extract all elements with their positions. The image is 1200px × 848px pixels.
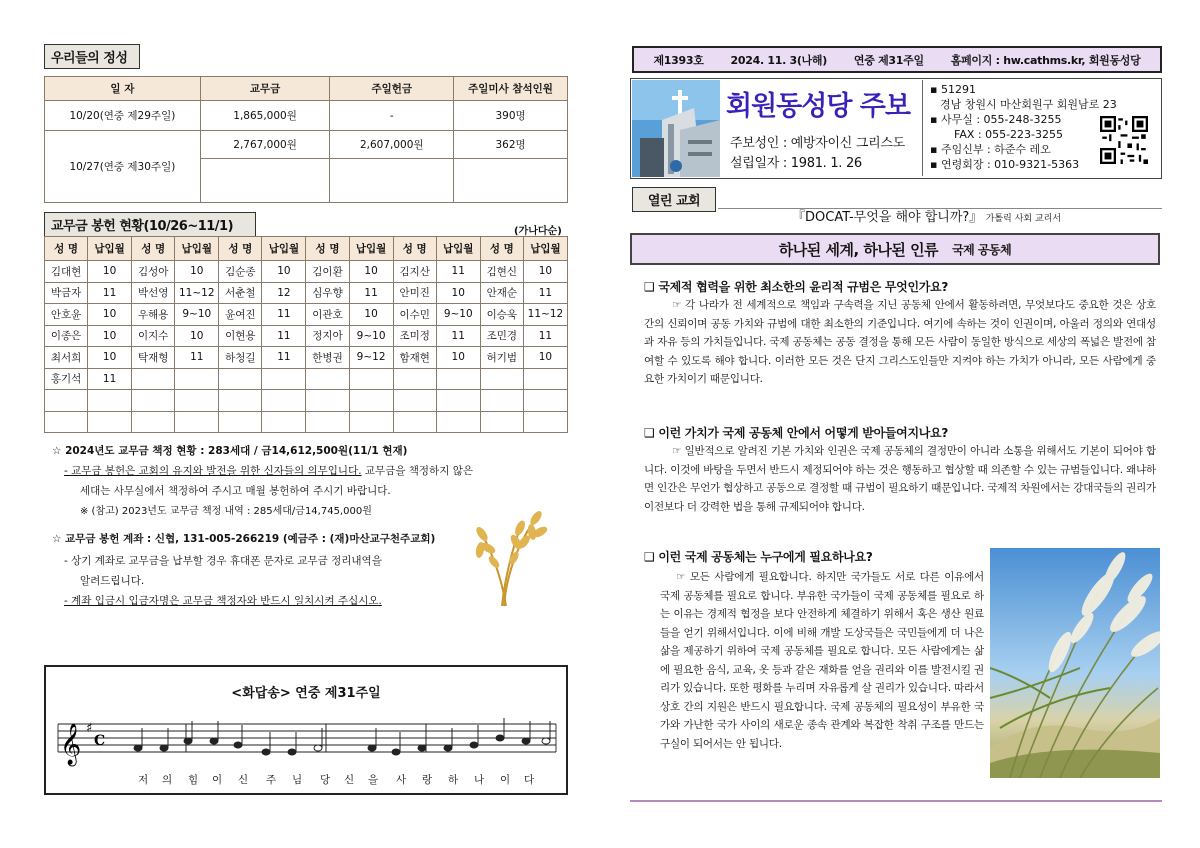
psalm-title: <화답송> 연중 제31주일 (231, 686, 381, 701)
bulletin-name: 회원동성당 주보 (726, 91, 910, 122)
note (262, 749, 270, 755)
table-row (45, 347, 568, 369)
lyric-syllable: 신 (238, 774, 249, 786)
member-name: 서춘철 (219, 282, 262, 304)
pledge-note-3: ※ (참고) 2023년도 교무금 책정 내역 : 285세대/금14,745,000원 (80, 506, 372, 517)
note (542, 738, 550, 744)
paid-month (175, 368, 219, 390)
header-month: 납입월 (523, 237, 567, 261)
table-row (45, 325, 568, 347)
lyric-syllable: 님 (292, 774, 303, 786)
member-name: 박선영 (132, 282, 175, 304)
paid-month: 11 (88, 282, 132, 304)
pledge-note-1 (64, 462, 473, 481)
paid-month (175, 411, 219, 433)
paid-month: 10 (349, 304, 393, 326)
member-name: 탁재형 (132, 347, 175, 369)
lyric-syllable: 다 (524, 774, 535, 786)
table-row (45, 411, 568, 433)
section-subtitle: 국제 공동체 (952, 242, 1012, 257)
header-name: 성 명 (480, 237, 523, 261)
postcode: ▪ 51291 (930, 83, 976, 96)
table-row (45, 304, 568, 326)
paid-month: 12 (262, 282, 306, 304)
homepage: 홈페이지 : hw.cathms.kr, 회원동성당 (950, 53, 1141, 67)
paid-month: 11 (349, 282, 393, 304)
masthead-divider (922, 80, 923, 176)
bottom-rule (630, 800, 1162, 802)
note (496, 735, 504, 741)
paid-month: 10 (523, 261, 567, 283)
member-name: 안호윤 (45, 304, 88, 326)
table-row (45, 131, 568, 159)
member-name (45, 411, 88, 433)
lyric-syllable: 을 (368, 774, 379, 786)
paid-month: 10 (175, 325, 219, 347)
paid-month: 9~10 (349, 325, 393, 347)
paid-month: 11 (436, 325, 480, 347)
row-attendance: 390명 (454, 101, 568, 131)
svg-text:𝄞: 𝄞 (60, 724, 82, 765)
header-attendance: 주일미사 참석인원 (454, 77, 568, 101)
member-name: 이현용 (219, 325, 262, 347)
lyric-syllable: 하 (448, 774, 459, 786)
paid-month: 10 (88, 325, 132, 347)
wheat-illustration (462, 498, 552, 608)
docat-subtitle: 가톨릭 사회 교리서 (985, 214, 1062, 224)
member-name: 이승욱 (480, 304, 523, 326)
lyric-syllable: 저 (138, 774, 149, 786)
lyric-syllable: 의 (162, 774, 173, 786)
note (184, 738, 192, 744)
answer-3: ☞ 모든 사람에게 필요합니다. 하지만 국가들도 서로 다른 이유에서 국제 공동체를 필요로 합니다. 부유한 국가들이 국제 공동체를 필요로 하는 이유는 경제적 협정을 보다 안전하게 체결하기 위해서 혹은 생산 원료들을 얻기 위해서입니다. 이에 비해 개발 도상국들은 국민들에게 더 나은 삶을 제공하기 위하여 국제 공동체를 필요로 합니다. 모든 사람에게는 삶에 필요한 음식, 교육, 옷 등과 같은 재화를 얻을 권리와 이를 발전시킬 권리가 있습니다. 또한 평화를 누리며 자유롭게 살 권리가 있습니다. 따라서 상호 간의 지원은 반드시 필요합니다. 국제 공동체의 필요성이 부유한 국가와 가난한 국가 사이의 새로운 종속 관계와 복잡한 착취 구조를 만드는 구실이 되어서는 안 됩니다. (660, 571, 984, 750)
paid-month (349, 411, 393, 433)
docat-title (792, 206, 1061, 225)
note (314, 745, 322, 751)
member-name (480, 411, 523, 433)
row-date: 10/27(연중 제30주일) (45, 131, 201, 203)
patron-saint: 주보성인 : 예방자이신 그리스도 (730, 136, 905, 151)
silver-grass-photo (990, 548, 1160, 778)
section-title: 하나된 세계, 하나된 인류 (778, 240, 939, 259)
table-row (45, 390, 568, 412)
note (210, 738, 218, 744)
paid-month: 11~12 (523, 304, 567, 326)
paid-month: 9~10 (175, 304, 219, 326)
header-name: 성 명 (393, 237, 436, 261)
account-info: ☆ 교무금 봉헌 계좌 : 신협, 131-005-266219 (예금주 : (재)마산교구천주교회) (52, 533, 436, 545)
member-name: 최서희 (45, 347, 88, 369)
qr-code[interactable] (1100, 116, 1148, 164)
header-month: 납입월 (175, 237, 219, 261)
paid-month: 10 (436, 282, 480, 304)
lyric-syllable: 힘 (188, 774, 199, 786)
member-name: 이수민 (393, 304, 436, 326)
member-name: 조민경 (480, 325, 523, 347)
account-note-1: - 상기 계좌로 교무금을 납부할 경우 휴대폰 문자로 교무금 정리내역을 (64, 555, 382, 567)
paid-month (349, 368, 393, 390)
paid-month: 9~10 (436, 304, 480, 326)
row-date: 10/20(연중 제29주일) (45, 101, 201, 131)
member-name (306, 411, 349, 433)
table-row (45, 368, 568, 390)
member-name: 홍기석 (45, 368, 88, 390)
member-name: 허기범 (480, 347, 523, 369)
offering-table (44, 76, 568, 203)
lyric-syllable: 당 (320, 774, 331, 786)
header-month: 납입월 (349, 237, 393, 261)
member-name (306, 390, 349, 412)
empty-cell (454, 159, 568, 203)
header-month: 납입월 (262, 237, 306, 261)
member-name: 정지아 (306, 325, 349, 347)
header-collection: 주일헌금 (330, 77, 454, 101)
member-name: 심우향 (306, 282, 349, 304)
paid-month (523, 390, 567, 412)
paid-month: 11 (262, 325, 306, 347)
paid-month: 9~12 (349, 347, 393, 369)
paid-month (436, 368, 480, 390)
paid-month: 10 (88, 261, 132, 283)
member-name: 김지산 (393, 261, 436, 283)
row-attendance: 362명 (454, 131, 568, 159)
empty-cell (330, 159, 454, 203)
note (522, 738, 530, 744)
pledge-duty-rest: 교무금을 책정하지 않은 (361, 465, 473, 477)
header-name: 성 명 (45, 237, 88, 261)
note (134, 745, 142, 751)
liturgical-sunday: 연중 제31주일 (853, 53, 924, 67)
founding-date: 설립일자 : 1981. 1. 26 (730, 156, 862, 171)
table-row (45, 261, 568, 283)
header-month: 납입월 (88, 237, 132, 261)
lyric-syllable: 주 (266, 774, 277, 786)
docat-book: 『DOCAT-무엇을 해야 합니까?』 (792, 210, 983, 225)
member-name: 한병권 (306, 347, 349, 369)
note (418, 745, 426, 751)
member-name: 안재순 (480, 282, 523, 304)
note (392, 749, 400, 755)
church-photo (632, 80, 720, 177)
member-name (132, 411, 175, 433)
member-name (219, 390, 262, 412)
paid-month: 10 (88, 304, 132, 326)
note (444, 745, 452, 751)
paid-month: 11 (88, 368, 132, 390)
member-name (45, 390, 88, 412)
paid-month: 11 (436, 261, 480, 283)
member-name (393, 368, 436, 390)
member-name: 김순종 (219, 261, 262, 283)
dues-table (44, 236, 568, 433)
member-name: 이지수 (132, 325, 175, 347)
lyric-syllable: 이 (212, 774, 223, 786)
answer-2: ☞ 일반적으로 알려진 기본 가치와 인권은 국제 공동체의 결정만이 아니라 소통을 위해서도 기본이 되어야 합니다. 이것에 바탕을 두면서 반드시 제정되어야 하는 것은 행동하고 협상할 때 의존할 수 있는 규범들입니다. 왜냐하면 인간은 무언가 협상하고 공동으로 결정할 때 규범이 필요하기 때문입니다. 국제적 차원에서는 강대국들의 권리가 이전보다 더 강력한 법을 통해 규제되어야 합니다. (644, 445, 1156, 513)
pledge-note-2: 세대는 사무실에서 책정하여 주시고 매월 봉헌하여 주시기 바랍니다. (80, 485, 391, 497)
answer-1: ☞ 각 나라가 전 세계적으로 책임과 구속력을 지닌 공동체 안에서 활동하려면, 무엇보다도 중요한 것은 상호 간의 신뢰이며 공동 가치와 규범에 대한 최소한의 기준입니다. 여기에 속하는 것이 인권이며, 아울러 정의와 연대성과 자유 등의 가치들입니다. 국제 공동체는 공동 결정을 통해 모든 사람이 동일한 방식으로 세상의 폭넓은 발전에 참여할 수 있도록 해야 합니다. 이러한 모든 것은 단지 그리스도인들만 지켜야 하는 가치가 아니라, 모든 사람에게 중요한 가치이기 때문입니다. (644, 299, 1156, 385)
paid-month (88, 411, 132, 433)
member-name: 박금자 (45, 282, 88, 304)
paid-month (523, 368, 567, 390)
row-dues: 1,865,000원 (200, 101, 330, 131)
lyric-syllable: 신 (344, 774, 355, 786)
row-collection: - (330, 101, 454, 131)
empty-cell (200, 159, 330, 203)
question-3: ❑ 이런 국제 공동체는 누구에게 필요하나요? (644, 550, 873, 564)
member-name (132, 368, 175, 390)
account-note-3: - 계좌 입금시 입금자명은 교무금 책정자와 반드시 일치시켜 주십시오. (64, 595, 382, 607)
pledge-duty: - 교무금 봉헌은 교회의 유지와 발전을 위한 신자들의 의무입니다. (64, 465, 362, 477)
header-date: 일 자 (45, 77, 201, 101)
funeral-president: ▪ 연령회장 : 010-9321-5363 (930, 158, 1080, 171)
member-name (219, 411, 262, 433)
bulletin-header (632, 46, 1162, 73)
lyric-syllable: 사 (396, 774, 407, 786)
row-dues: 2,767,000원 (200, 131, 330, 159)
paid-month: 11 (262, 347, 306, 369)
note (160, 745, 168, 751)
paid-month (262, 368, 306, 390)
paid-month (262, 390, 306, 412)
offering-title: 우리들의 정성 (44, 44, 140, 69)
paid-month: 10 (349, 261, 393, 283)
row-collection: 2,607,000원 (330, 131, 454, 159)
priest: ▪ 주임신부 : 하준수 레오 (930, 143, 1051, 156)
member-name: 안미진 (393, 282, 436, 304)
paid-month: 10 (436, 347, 480, 369)
lyric-syllable: 이 (500, 774, 511, 786)
header-name: 성 명 (306, 237, 349, 261)
paid-month (436, 411, 480, 433)
member-name: 조미정 (393, 325, 436, 347)
paid-month: 11 (175, 347, 219, 369)
member-name (393, 411, 436, 433)
fax-number: FAX : 055-223-3255 (954, 128, 1064, 141)
address: 경남 창원시 마산회원구 회원남로 23 (940, 98, 1117, 111)
paid-month: 11~12 (175, 282, 219, 304)
member-name: 이종은 (45, 325, 88, 347)
member-name (219, 368, 262, 390)
paid-month (262, 411, 306, 433)
member-name: 김현신 (480, 261, 523, 283)
paid-month (88, 390, 132, 412)
member-name (306, 368, 349, 390)
svg-text:♯: ♯ (86, 721, 93, 736)
paid-month (349, 390, 393, 412)
note (288, 749, 296, 755)
section-header (630, 233, 1160, 265)
note (234, 742, 242, 748)
header-name: 성 명 (132, 237, 175, 261)
paid-month: 11 (262, 304, 306, 326)
note (368, 745, 376, 751)
member-name: 우해용 (132, 304, 175, 326)
header-month: 납입월 (436, 237, 480, 261)
psalm-score (56, 712, 560, 772)
table-row (45, 101, 568, 131)
paid-month: 11 (523, 282, 567, 304)
office-phone: ▪ 사무실 : 055-248-3255 (930, 113, 1062, 126)
issue-number: 제1393호 (653, 53, 704, 67)
member-name (393, 390, 436, 412)
pledge-status: ☆ 2024년도 교무금 책정 현황 : 283세대 / 금14,612,500원(11/1 현재) (52, 445, 408, 457)
contact-info (930, 82, 1117, 172)
header-dues: 교무금 (200, 77, 330, 101)
open-church-tag: 열린 교회 (632, 187, 716, 212)
paid-month: 10 (175, 261, 219, 283)
paid-month (175, 390, 219, 412)
issue-date: 2024. 11. 3(나해) (730, 53, 827, 67)
order-note: (가나다순) (514, 226, 562, 237)
paid-month: 10 (523, 347, 567, 369)
lyric-syllable: 나 (474, 774, 485, 786)
member-name (480, 368, 523, 390)
paid-month (436, 390, 480, 412)
paid-month (523, 411, 567, 433)
question-1: ❑ 국제적 협력을 위한 최소한의 윤리적 규범은 무엇인가요? (644, 280, 948, 294)
lyric-syllable: 랑 (422, 774, 433, 786)
dues-title: 교무금 봉헌 현황(10/26~11/1) (44, 212, 256, 237)
member-name (132, 390, 175, 412)
paid-month: 10 (262, 261, 306, 283)
member-name (480, 390, 523, 412)
note (470, 742, 478, 748)
paid-month: 11 (523, 325, 567, 347)
member-name: 김이환 (306, 261, 349, 283)
member-name: 윤여진 (219, 304, 262, 326)
paid-month: 10 (88, 347, 132, 369)
member-name: 함재현 (393, 347, 436, 369)
question-2: ❑ 이런 가치가 국제 공동체 안에서 어떻게 받아들여지나요? (644, 426, 948, 440)
member-name: 김대현 (45, 261, 88, 283)
table-row (45, 282, 568, 304)
member-name: 이관호 (306, 304, 349, 326)
header-name: 성 명 (219, 237, 262, 261)
account-note-2: 알려드립니다. (80, 575, 145, 587)
svg-text:C: C (94, 733, 106, 749)
member-name: 김성아 (132, 261, 175, 283)
member-name: 하청길 (219, 347, 262, 369)
